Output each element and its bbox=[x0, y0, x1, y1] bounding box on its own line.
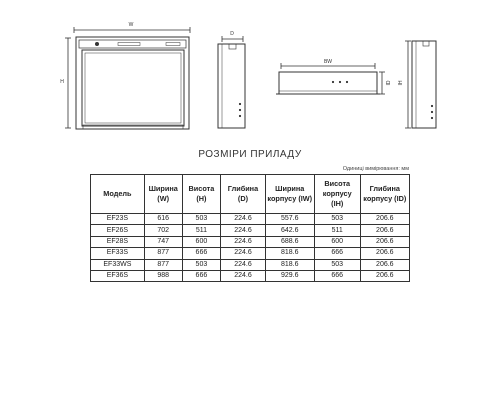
front-view-drawing bbox=[65, 27, 190, 129]
cell-body-height: 511 bbox=[314, 225, 360, 236]
cell-body-width: 929.6 bbox=[265, 270, 314, 281]
side-view-drawing bbox=[218, 36, 245, 128]
cell-body-depth: 206.6 bbox=[360, 214, 409, 225]
front-height-label: H bbox=[60, 79, 64, 85]
cell-depth: 224.6 bbox=[221, 214, 265, 225]
table-row bbox=[91, 259, 410, 270]
cell-model: EF23S bbox=[91, 214, 145, 225]
cell-body-depth: 206.6 bbox=[360, 270, 409, 281]
cell-body-height: 503 bbox=[314, 214, 360, 225]
top-view-drawing bbox=[276, 63, 385, 94]
cell-depth: 224.6 bbox=[221, 259, 265, 270]
header-body-depth: Глибина корпусу (ID) bbox=[360, 175, 409, 214]
cell-body-width: 642.6 bbox=[265, 225, 314, 236]
cell-width: 988 bbox=[144, 270, 182, 281]
cell-model: EF33WS bbox=[91, 259, 145, 270]
cell-body-width: 818.6 bbox=[265, 248, 314, 259]
cell-depth: 224.6 bbox=[221, 225, 265, 236]
dimensions-table bbox=[90, 174, 410, 282]
cell-height: 503 bbox=[182, 259, 221, 270]
cell-body-height: 600 bbox=[314, 236, 360, 247]
units-note: Одиниці вимірювання: мм bbox=[342, 166, 409, 172]
side-view-2-drawing bbox=[405, 41, 436, 128]
cell-depth: 224.6 bbox=[221, 236, 265, 247]
table-row bbox=[91, 248, 410, 259]
cell-height: 503 bbox=[182, 214, 221, 225]
cell-depth: 224.6 bbox=[221, 248, 265, 259]
cell-height: 511 bbox=[182, 225, 221, 236]
header-height: Висота (H) bbox=[182, 175, 221, 214]
cell-width: 877 bbox=[144, 248, 182, 259]
header-depth: Глибина (D) bbox=[221, 175, 265, 214]
dimension-drawings bbox=[0, 0, 500, 150]
cell-height: 600 bbox=[182, 236, 221, 247]
cell-body-width: 557.6 bbox=[265, 214, 314, 225]
cell-model: EF28S bbox=[91, 236, 145, 247]
cell-width: 702 bbox=[144, 225, 182, 236]
cell-width: 877 bbox=[144, 259, 182, 270]
top-box-depth-label: ID bbox=[386, 80, 392, 86]
cell-body-depth: 206.6 bbox=[360, 236, 409, 247]
cell-model: EF36S bbox=[91, 270, 145, 281]
cell-body-height: 503 bbox=[314, 259, 360, 270]
cell-body-height: 666 bbox=[314, 270, 360, 281]
header-body-height: Висота корпусу (IH) bbox=[314, 175, 360, 214]
header-width: Ширина (W) bbox=[144, 175, 182, 214]
cell-width: 616 bbox=[144, 214, 182, 225]
side2-height-label: IH bbox=[398, 80, 404, 86]
cell-width: 747 bbox=[144, 236, 182, 247]
cell-body-width: 688.6 bbox=[265, 236, 314, 247]
table-row bbox=[91, 270, 410, 281]
cell-body-height: 666 bbox=[314, 248, 360, 259]
front-width-label: W bbox=[128, 22, 134, 28]
top-box-width-label: BW bbox=[323, 59, 333, 65]
cell-height: 666 bbox=[182, 270, 221, 281]
cell-body-depth: 206.6 bbox=[360, 225, 409, 236]
table-row bbox=[91, 225, 410, 236]
cell-height: 666 bbox=[182, 248, 221, 259]
cell-body-depth: 206.6 bbox=[360, 259, 409, 270]
cell-model: EF33S bbox=[91, 248, 145, 259]
table-row bbox=[91, 236, 410, 247]
cell-body-width: 818.6 bbox=[265, 259, 314, 270]
cell-model: EF26S bbox=[91, 225, 145, 236]
table-row bbox=[91, 214, 410, 225]
header-model: Модель bbox=[91, 175, 145, 214]
cell-body-depth: 206.6 bbox=[360, 248, 409, 259]
side-depth-label: D bbox=[230, 31, 234, 37]
table-header-row bbox=[91, 175, 410, 214]
page-title: РОЗМІРИ ПРИЛАДУ bbox=[198, 149, 302, 160]
header-body-width: Ширина корпусу (IW) bbox=[265, 175, 314, 214]
cell-depth: 224.6 bbox=[221, 270, 265, 281]
